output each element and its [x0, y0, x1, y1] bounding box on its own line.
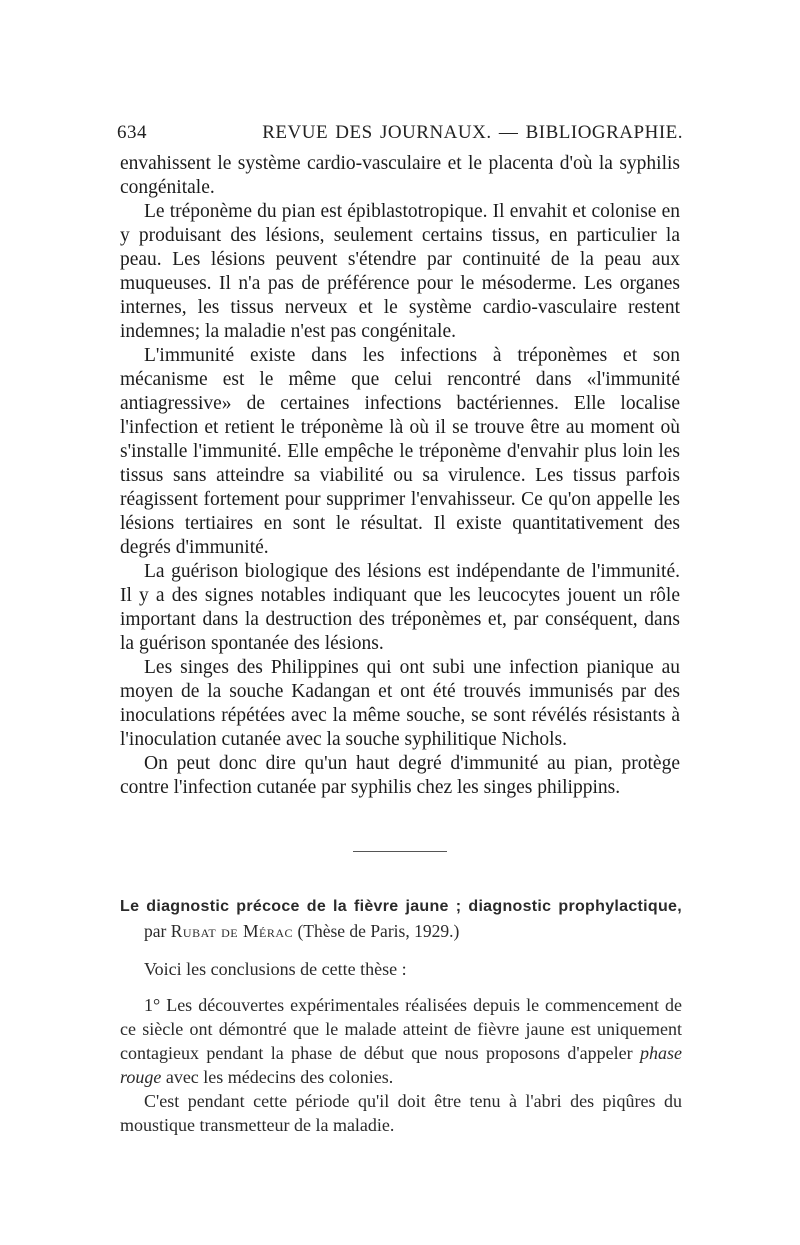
main-text	[120, 152, 680, 800]
conclusion-1-text: 1° Les découvertes expérimentales réalisées depuis le commencement de ce siècle ont démontré que le malade atteint de fièvre jaune est uniquement contagieux pendant la phase de début que nous proposons d'appeler	[120, 995, 682, 1063]
review-conclusion-1	[120, 993, 682, 1089]
review-intro: Voici les conclusions de cette thèse :	[144, 959, 407, 979]
review-source: (Thèse de Paris, 1929.)	[297, 921, 460, 941]
review-title: Le diagnostic précoce de la fièvre jaune ; diagnostic prophylactique,	[120, 898, 682, 915]
review-by: par	[144, 921, 167, 941]
review-author: Rubat de Mérac	[170, 921, 294, 941]
paragraph-biological-healing: La guérison biologique des lésions est indépendante de l'immunité. Il y a des signes notables indiquant que les leucocytes jouent un rôle important dans la destruction des tréponèmes et, par conséquent, dans la guérison spontanée des lésions.	[120, 561, 680, 654]
paragraph-continuation: envahissent le système cardio-vasculaire et le placenta d'où la syphilis congénitale.	[120, 153, 680, 198]
paragraph-pian-treponeme: Le tréponème du pian est épiblastotropique. Il envahit et colonise en y produisant des lésions, seulement certains tissus, en particulier la peau. Les lésions peuvent s'étendre par continuité de la peau aux muqueuses. Il n'a pas de préférence pour le mésoderme. Les organes internes, les tissus nerveux et le système cardio-vasculaire restent indemnes; la maladie n'est pas congénitale.	[120, 201, 680, 342]
section-divider	[353, 851, 447, 852]
paragraph-conclusion: On peut donc dire qu'un haut degré d'immunité au pian, protège contre l'infection cutanée par syphilis chez les singes philippins.	[120, 753, 680, 798]
page-number: 634	[117, 122, 147, 143]
paragraph-philippine-monkeys: Les singes des Philippines qui ont subi une infection pianique au moyen de la souche Kadangan et ont été trouvés immunisés par des inoculations répétées avec la même souche, se sont révélés résistants à l'inoculation cutanée avec la souche syphilitique Nichols.	[120, 657, 680, 750]
paragraph-immunity: L'immunité existe dans les infections à tréponèmes et son mécanisme est le même que celui rencontré dans «l'immunité antiagressive» de certaines infections bactériennes. Elle localise l'infection et retient le tréponème là où il se trouve être au moment où s'installe l'immunité. Elle empêche le tréponème d'envahir plus loin les tissus sans atteindre sa viabilité ou sa virulence. Les tissus parfois réagissent fortement pour supprimer l'envahisseur. Ce qu'on appelle les lésions tertiaires en sont le résultat. Il existe quantitativement des degrés d'immunité.	[120, 345, 680, 558]
review-heading	[120, 893, 682, 943]
conclusion-1-italic: phase rouge	[120, 1043, 682, 1087]
running-title: REVUE DES JOURNAUX. — BIBLIOGRAPHIE.	[262, 122, 683, 143]
conclusion-1-end: avec les médecins des colonies.	[165, 1067, 394, 1087]
review-conclusion-2: C'est pendant cette période qu'il doit être tenu à l'abri des piqûres du moustique transmetteur de la maladie.	[120, 1091, 682, 1135]
review-entry	[120, 893, 682, 1137]
